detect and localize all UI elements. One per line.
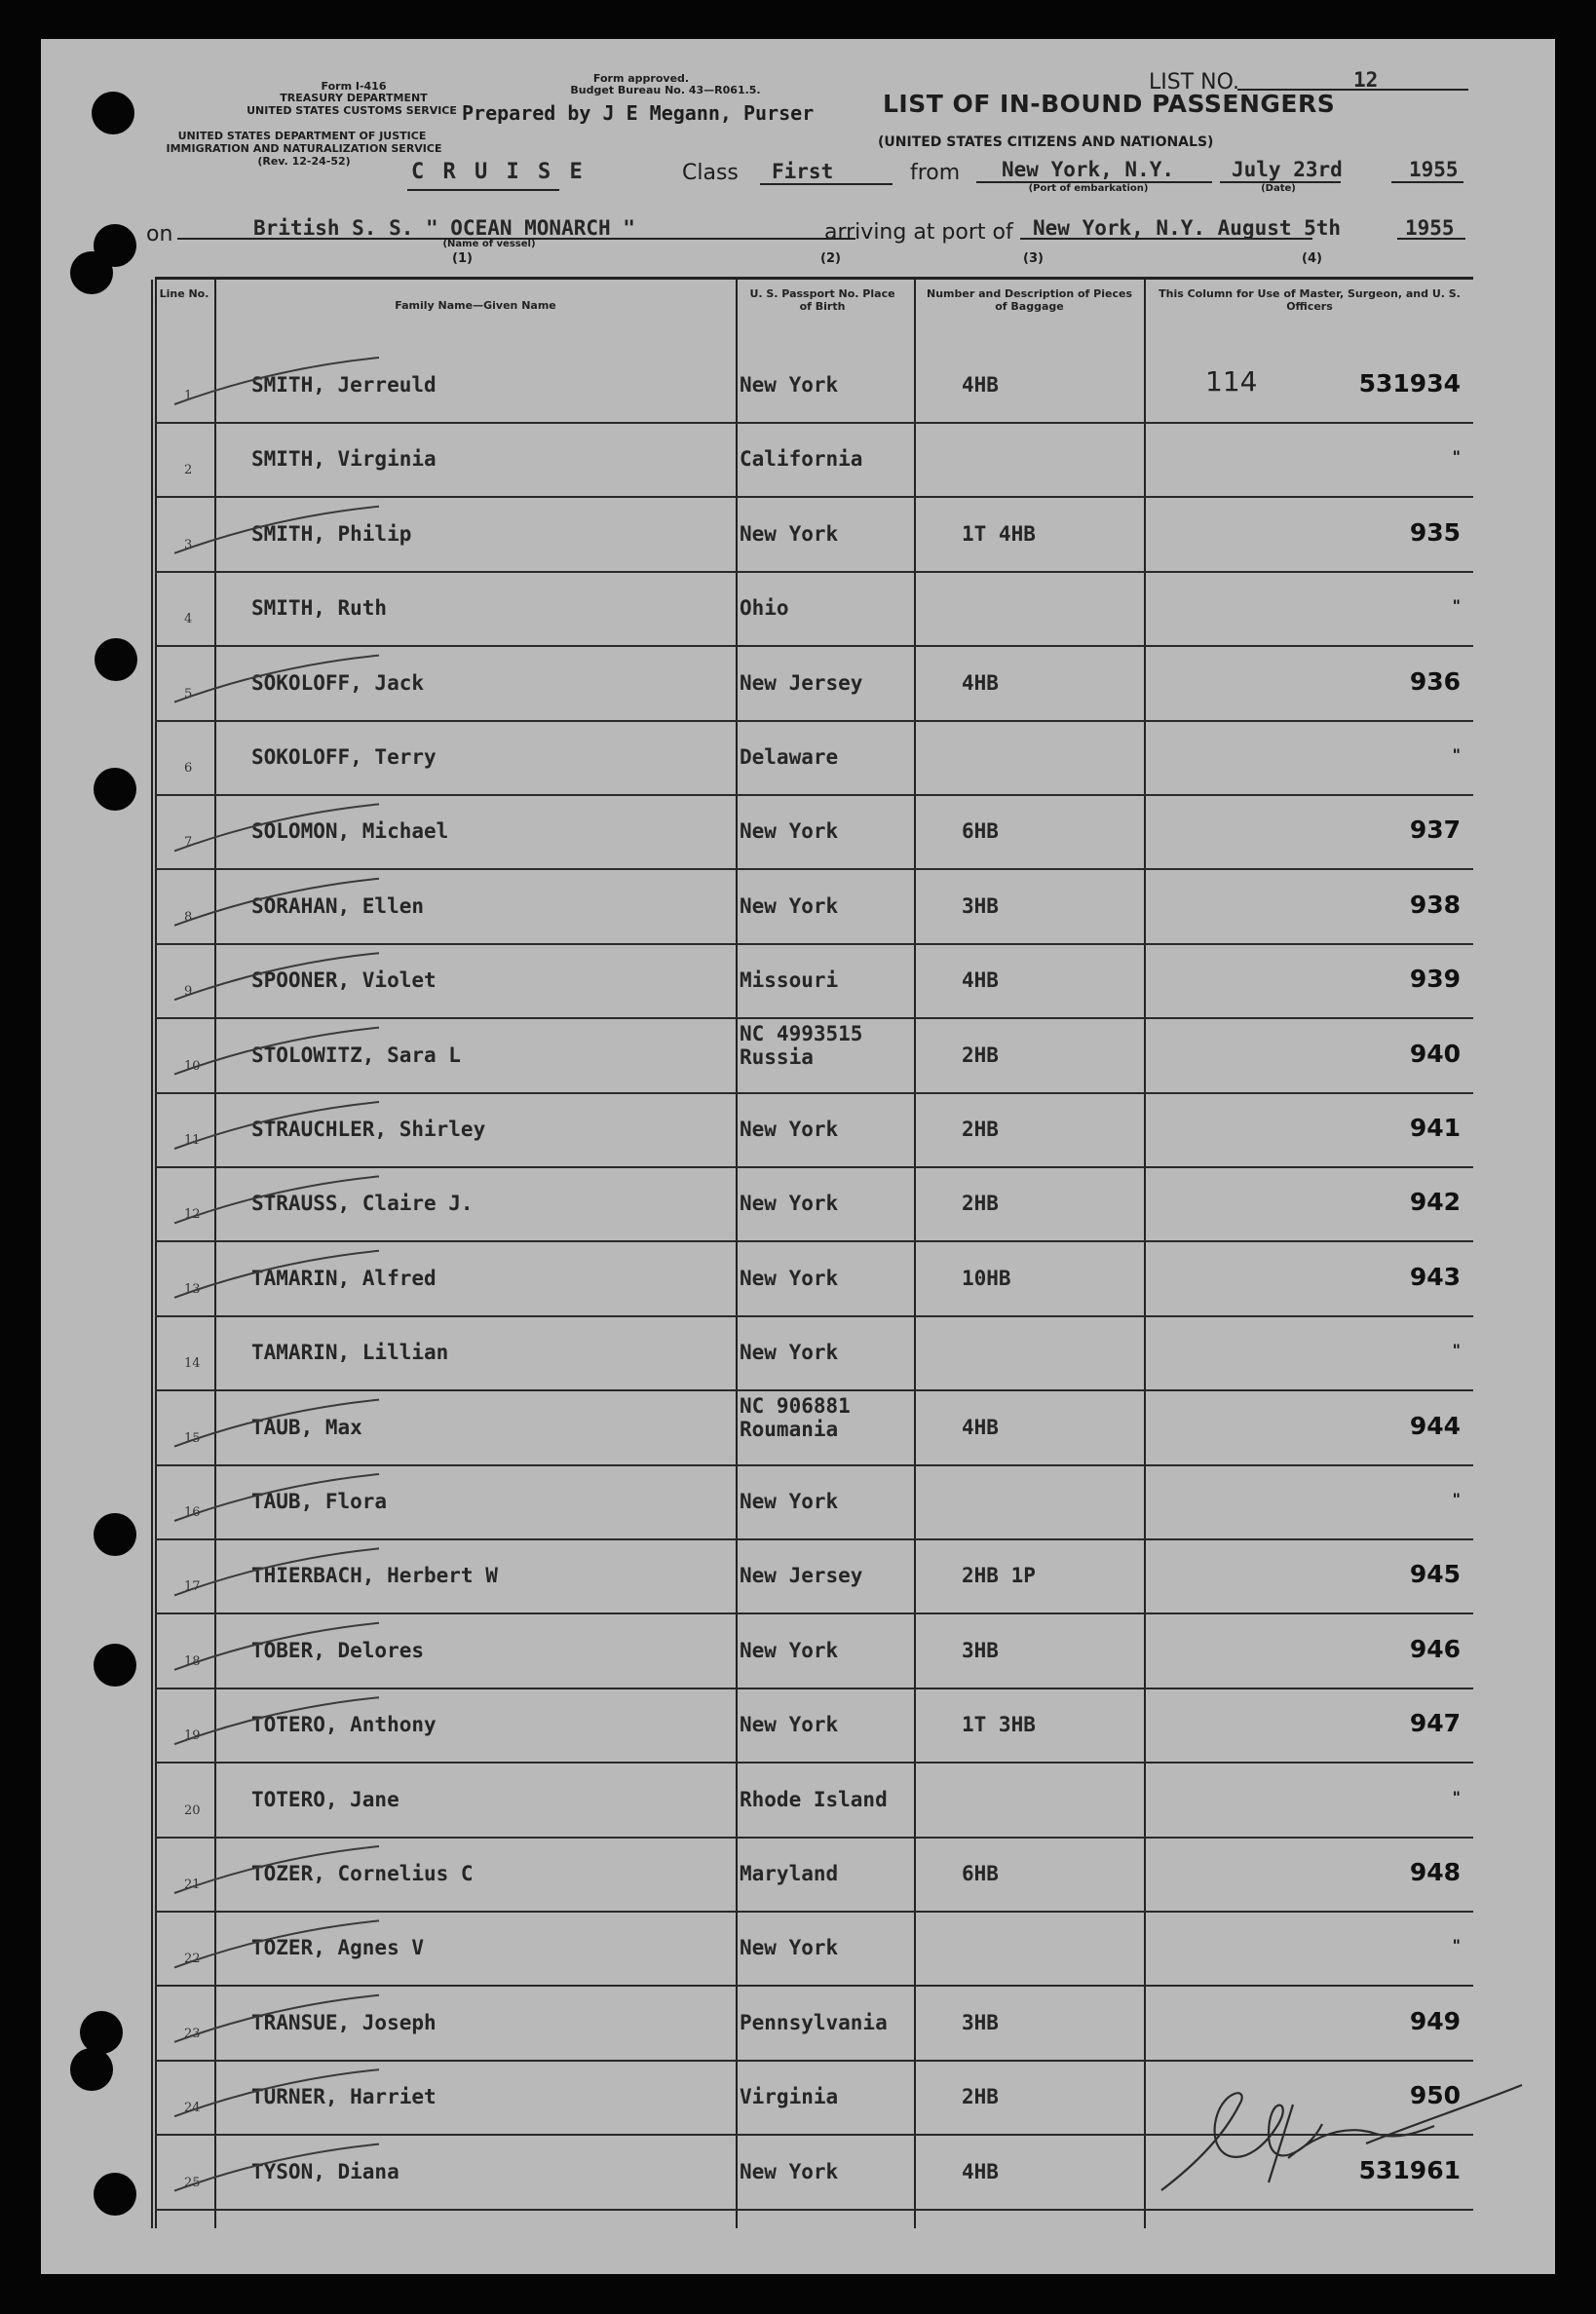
year-line	[1391, 181, 1463, 183]
table-row	[155, 1837, 1473, 1911]
line-number: 19	[184, 1728, 201, 1744]
header-baggage: Number and Description of Pieces of Baggage	[926, 287, 1132, 313]
passenger-name: SOLOMON, Michael	[251, 819, 449, 844]
table-row	[155, 943, 1473, 1017]
revision: (Rev. 12-24-52)	[257, 155, 351, 168]
table-row	[155, 497, 1473, 571]
cruise-label: C R U I S E	[411, 160, 586, 184]
passenger-name: TURNER, Harriet	[251, 2085, 437, 2109]
header-name: Family Name—Given Name	[395, 299, 556, 312]
place-of-birth: Russia	[740, 1044, 814, 1069]
table-row	[155, 720, 1473, 794]
officer-number: 950	[1409, 2081, 1461, 2110]
arrival-year: 1955	[1405, 216, 1455, 240]
officer-number: 943	[1409, 1262, 1461, 1291]
line-number: 4	[184, 612, 193, 627]
passenger-name: TOTERO, Anthony	[251, 1713, 437, 1737]
place-of-birth: Delaware	[740, 745, 839, 769]
date-caption: (Date)	[1261, 183, 1296, 194]
line-number: 18	[184, 1653, 201, 1669]
table-row	[155, 1390, 1473, 1464]
officer-number: 948	[1409, 1858, 1461, 1886]
line-number: 6	[184, 761, 193, 776]
passenger-name: SMITH, Jerreuld	[251, 373, 437, 397]
place-of-birth: New York	[740, 1192, 839, 1216]
place-of-birth: New York	[740, 1341, 839, 1365]
cruise-underline	[407, 189, 559, 191]
place-of-birth: New Jersey	[740, 670, 863, 695]
baggage: 6HB	[962, 1862, 999, 1885]
baggage: 10HB	[962, 1266, 1011, 1290]
passenger-name: TAUB, Flora	[251, 1490, 388, 1513]
place-of-birth: New York	[740, 521, 839, 546]
officer-number: 949	[1409, 2006, 1461, 2035]
place-of-birth: Rhode Island	[740, 1787, 888, 1811]
list-no-value: 12	[1353, 68, 1379, 92]
table-row	[155, 1538, 1473, 1612]
punch-hole	[94, 768, 136, 811]
table-row	[155, 1613, 1473, 1688]
table-row	[155, 794, 1473, 868]
passenger-name: STRAUCHLER, Shirley	[251, 1118, 486, 1141]
place-of-birth: Roumania	[740, 1417, 839, 1441]
form-approved: Form approved.	[592, 72, 690, 85]
officer-number: 935	[1409, 517, 1461, 547]
header-line-no: Line No.	[159, 287, 209, 300]
officer-number: 947	[1409, 1709, 1461, 1738]
col-divider	[151, 280, 153, 2228]
table-row	[155, 1092, 1473, 1166]
class-value: First	[772, 160, 834, 183]
passenger-name: TAMARIN, Lillian	[251, 1341, 449, 1365]
table-row	[155, 1763, 1473, 1837]
place-of-birth: New York	[740, 1936, 839, 1960]
line-number: 17	[184, 1579, 201, 1595]
arrival-port: New York, N.Y. August 5th	[1033, 216, 1342, 240]
officer-number: "	[1452, 745, 1461, 764]
budget-bureau: Budget Bureau No. 43—R061.5.	[570, 84, 761, 96]
prepared-by: Prepared by J E Megann, Purser	[462, 101, 815, 125]
table-row	[155, 1315, 1473, 1389]
header-officers: This Column for Use of Master, Surgeon, and U. S. Officers	[1159, 287, 1461, 313]
class-line	[760, 183, 893, 185]
baggage: 2HB	[962, 2085, 999, 2109]
line-number: 13	[184, 1281, 201, 1297]
table-row	[155, 869, 1473, 943]
line-number: 10	[184, 1058, 201, 1074]
place-of-birth: Pennsylvania	[740, 2010, 888, 2034]
arrival-line	[1020, 238, 1312, 240]
arrival-year-line	[1397, 238, 1465, 240]
place-of-birth: New Jersey	[740, 1564, 863, 1588]
officer-number: 946	[1409, 1634, 1461, 1663]
officer-number: 940	[1409, 1039, 1461, 1068]
baggage: 3HB	[962, 1638, 999, 1662]
passenger-name: TOZER, Cornelius C	[251, 1862, 474, 1885]
passenger-name: TAMARIN, Alfred	[251, 1266, 437, 1290]
officer-number: "	[1452, 447, 1461, 467]
place-of-birth: New York	[740, 1713, 839, 1737]
row-divider	[155, 2209, 1473, 2211]
passenger-name: SPOONER, Violet	[251, 968, 437, 993]
table-row	[155, 1166, 1473, 1240]
treasury-dept: TREASURY DEPARTMENT	[280, 92, 428, 104]
passport-number: NC 4993515	[740, 1021, 863, 1045]
form-number: Form I-416	[321, 80, 387, 93]
passenger-name: SOKOLOFF, Terry	[251, 745, 437, 769]
line-number: 23	[184, 2026, 201, 2041]
col-num-1: (1)	[452, 251, 473, 266]
officer-number: 944	[1409, 1411, 1461, 1440]
passport-number: NC 906881	[740, 1393, 851, 1418]
vessel-name: British S. S. " OCEAN MONARCH "	[253, 216, 635, 240]
table-row	[155, 1464, 1473, 1538]
officer-number: "	[1452, 1490, 1461, 1508]
place-of-birth: Missouri	[740, 968, 839, 993]
place-of-birth: California	[740, 447, 863, 472]
baggage: 2HB 1P	[962, 1564, 1036, 1588]
on-label: on	[146, 222, 173, 247]
officer-number: "	[1452, 1341, 1461, 1360]
officer-number: 939	[1409, 965, 1461, 994]
table-row	[155, 571, 1473, 645]
col-num-4: (4)	[1302, 251, 1322, 266]
passenger-name: TOBER, Delores	[251, 1638, 425, 1662]
table-row	[155, 1911, 1473, 1985]
col-num-2: (2)	[820, 251, 841, 266]
baggage: 4HB	[962, 373, 999, 397]
baggage: 1T 3HB	[962, 1713, 1036, 1737]
line-number: 9	[184, 984, 193, 1000]
punch-hole	[80, 2011, 123, 2054]
place-of-birth: New York	[740, 819, 839, 844]
officer-number: 531961	[1358, 2155, 1461, 2184]
punch-hole	[94, 1513, 136, 1556]
line-number: 2	[184, 463, 193, 478]
passenger-name: TAUB, Max	[251, 1415, 362, 1439]
punch-hole	[95, 638, 137, 681]
table-row	[155, 646, 1473, 720]
col-num-3: (3)	[1023, 251, 1044, 266]
punch-hole	[94, 2173, 136, 2216]
place-of-birth: New York	[740, 1490, 839, 1513]
port-caption: (Port of embarkation)	[1028, 183, 1149, 194]
line-number: 25	[184, 2175, 201, 2190]
serial-prefix: 114	[1205, 365, 1258, 398]
punch-hole	[92, 92, 134, 134]
from-label: from	[910, 161, 961, 185]
date-value: July 23rd	[1232, 158, 1343, 181]
punch-hole	[70, 251, 113, 294]
table-row	[155, 1018, 1473, 1092]
baggage: 6HB	[962, 819, 999, 844]
place-of-birth: Ohio	[740, 596, 789, 621]
line-number: 14	[184, 1356, 201, 1372]
officer-number: 942	[1409, 1188, 1461, 1217]
line-number: 7	[184, 835, 193, 851]
place-of-birth: New York	[740, 1118, 839, 1141]
passenger-name: STRAUSS, Claire J.	[251, 1192, 474, 1216]
class-label: Class	[682, 161, 739, 185]
table-row	[155, 422, 1473, 496]
baggage: 4HB	[962, 968, 999, 993]
passenger-name: STOLOWITZ, Sara L	[251, 1043, 461, 1067]
header-passport: U. S. Passport No. Place of Birth	[749, 287, 895, 313]
justice-dept: UNITED STATES DEPARTMENT OF JUSTICE	[177, 130, 427, 142]
vessel-caption: (Name of vessel)	[442, 239, 536, 249]
baggage: 3HB	[962, 2010, 999, 2034]
baggage: 2HB	[962, 1118, 999, 1141]
place-of-birth: New York	[740, 893, 839, 918]
place-of-birth: New York	[740, 1266, 839, 1290]
passenger-name: SMITH, Virginia	[251, 447, 437, 472]
line-number: 5	[184, 686, 193, 702]
baggage: 3HB	[962, 893, 999, 918]
line-number: 8	[184, 909, 193, 925]
passenger-name: SOKOLOFF, Jack	[251, 670, 425, 695]
officer-number: "	[1452, 1936, 1461, 1955]
place-of-birth: New York	[740, 373, 839, 397]
passenger-name: THIERBACH, Herbert W	[251, 1564, 498, 1588]
table-row	[155, 1688, 1473, 1762]
baggage: 2HB	[962, 1192, 999, 1216]
line-number: 22	[184, 1952, 201, 1967]
passenger-name: SMITH, Ruth	[251, 596, 388, 621]
officer-number: 531934	[1358, 369, 1461, 398]
baggage: 4HB	[962, 2159, 999, 2183]
officer-number: 941	[1409, 1114, 1461, 1142]
line-number: 1	[184, 389, 193, 403]
passenger-name: TOTERO, Jane	[251, 1787, 399, 1811]
officer-signature	[1122, 2066, 1532, 2202]
place-of-birth: Virginia	[740, 2085, 839, 2109]
line-number: 21	[184, 1878, 201, 1892]
line-number: 20	[184, 1802, 201, 1818]
baggage: 2HB	[962, 1043, 999, 1067]
officer-number: 938	[1409, 890, 1461, 919]
baggage: 4HB	[962, 670, 999, 695]
from-value: New York, N.Y.	[1002, 158, 1175, 181]
passenger-name: TRANSUE, Joseph	[251, 2010, 437, 2034]
form-title: LIST OF IN-BOUND PASSENGERS	[883, 90, 1336, 118]
form-subtitle: (UNITED STATES CITIZENS AND NATIONALS)	[878, 134, 1214, 150]
officer-number: "	[1452, 1787, 1461, 1806]
ins: IMMIGRATION AND NATURALIZATION SERVICE	[166, 142, 442, 155]
baggage: 1T 4HB	[962, 521, 1036, 546]
passenger-name: TOZER, Agnes V	[251, 1936, 425, 1960]
passenger-table	[155, 277, 1473, 2228]
officer-number: 945	[1409, 1560, 1461, 1589]
manifest-page	[41, 39, 1555, 2274]
line-number: 15	[184, 1430, 201, 1446]
officer-number: "	[1452, 596, 1461, 616]
line-number: 11	[184, 1133, 201, 1148]
table-row	[155, 1241, 1473, 1315]
place-of-birth: Maryland	[740, 1862, 839, 1885]
passenger-name: SORAHAN, Ellen	[251, 893, 425, 918]
officer-number: 936	[1409, 666, 1461, 696]
place-of-birth: New York	[740, 2159, 839, 2183]
arriving-label: arriving at port of	[824, 220, 1013, 245]
punch-hole	[94, 1644, 136, 1687]
year-value: 1955	[1409, 158, 1459, 181]
table-row	[155, 1986, 1473, 2060]
passenger-name: SMITH, Philip	[251, 521, 412, 546]
place-of-birth: New York	[740, 1638, 839, 1662]
line-number: 12	[184, 1207, 201, 1223]
line-number: 24	[184, 2101, 201, 2116]
line-number: 3	[184, 537, 193, 552]
officer-number: 937	[1409, 816, 1461, 845]
customs-service: UNITED STATES CUSTOMS SERVICE	[247, 104, 457, 117]
list-no-label: LIST NO.	[1149, 70, 1240, 95]
table-row	[155, 348, 1473, 422]
passenger-name: TYSON, Diana	[251, 2159, 399, 2183]
punch-hole	[70, 2048, 113, 2091]
line-number: 16	[184, 1505, 201, 1520]
baggage: 4HB	[962, 1415, 999, 1439]
